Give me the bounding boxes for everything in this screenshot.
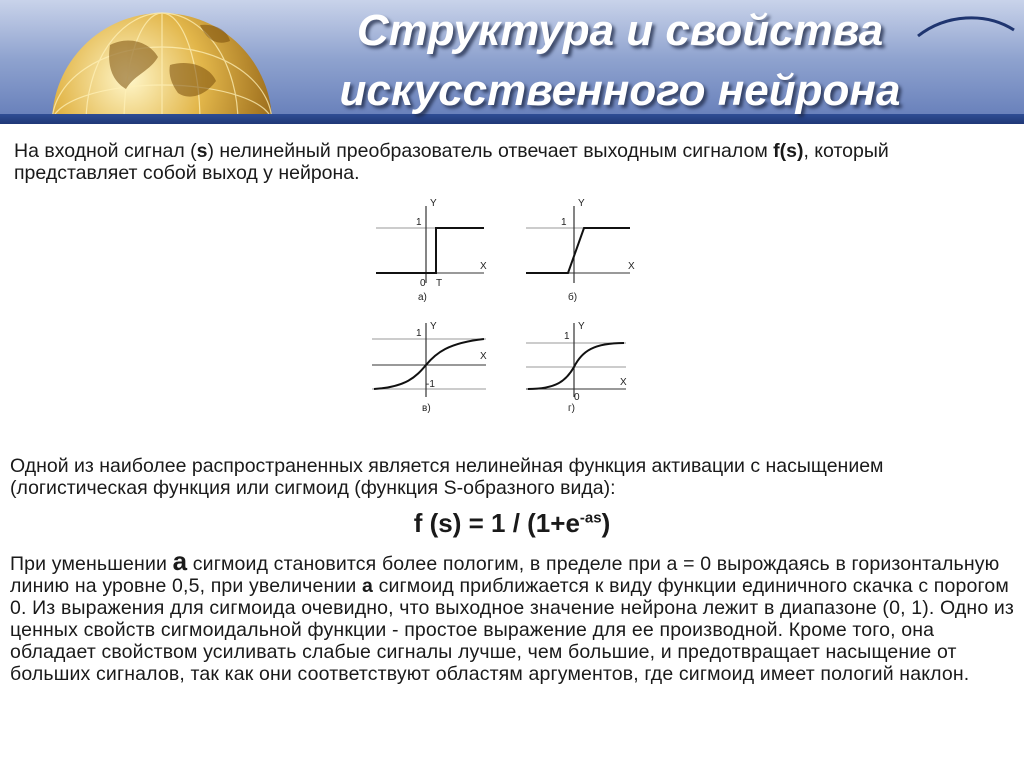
formula-tail: )	[601, 508, 611, 538]
graph-a-y-label: Y	[430, 198, 437, 209]
graph-a-caption: а)	[418, 292, 427, 303]
props-param-a-2: a	[362, 575, 374, 597]
props-text-a1: При уменьшении	[10, 553, 173, 575]
header-stripe-light	[0, 124, 1024, 130]
graph-a-tick-1: 1	[416, 217, 422, 228]
graph-a-tick-0: 0	[420, 278, 426, 289]
slide-header	[0, 0, 1024, 130]
graph-a-x-label: X	[480, 261, 487, 272]
graph-v-tick-minus1: -1	[426, 379, 435, 390]
intro-text-a: На входной сигнал (	[14, 140, 197, 162]
props-text-a3: сигмоид приближается к виду функции единичного скачка с порогом 0. Из выражения для сигмоида очевидно, что выходное значение нейрона лежит в диапазоне (0, 1). Одно из ценных свойств сигмоидальной функции - простое выражение для ее производной. Кроме того, она обладает свойством усиливать слабые сигналы лучше, чем большие, и предотвращает насыщение от больших сигналов, так как они соответствуют областям аргументов, где сигмоид имеет пологий наклон.	[10, 575, 1015, 685]
graph-v-tick-1: 1	[416, 328, 422, 339]
graph-b-y-label: Y	[578, 198, 585, 209]
slide-title-line2: искусственного нейрона	[339, 66, 901, 115]
globe-icon	[50, 5, 280, 130]
formula-main: f (s) = 1 / (1+e	[413, 508, 580, 538]
graph-g-tick-0: 0	[574, 392, 580, 403]
intro-output-fs: f(s)	[773, 140, 804, 162]
slide-title-line1: Структура и свойства	[356, 6, 884, 55]
intro-text-c: , который представляет собой выход у нейрона.	[14, 140, 889, 184]
props-text-a2: сигмоид становится более пологим, в пределе при а = 0 вырождаясь в горизонтальную линию на уровне 0,5, при увеличении	[10, 553, 1000, 597]
intro-text-b: ) нелинейный преобразователь отвечает выходным сигналом	[207, 140, 774, 162]
graph-a-step	[376, 198, 487, 303]
sigmoid-formula	[0, 508, 1024, 539]
intro-signal-s: s	[196, 140, 208, 162]
graph-v-x-label: X	[480, 351, 487, 362]
graph-g-x-label: X	[620, 377, 627, 388]
graph-b-caption: б)	[568, 292, 578, 303]
sigmoid-properties-paragraph	[10, 546, 1015, 685]
intro-paragraph	[14, 140, 1014, 184]
graph-g-caption: г)	[568, 403, 575, 414]
graph-v-y-label: Y	[430, 321, 437, 332]
activation-functions-figure	[350, 193, 660, 423]
formula-exponent: -as	[579, 509, 602, 527]
sigmoid-intro-paragraph: Одной из наиболее распространенных является нелинейная функция активации с насыщением (логистическая функция или сигмоид (функция S-образного вида):	[10, 455, 884, 499]
graph-g-sigmoid-logistic	[526, 321, 627, 414]
graph-b-tick-1: 1	[561, 217, 567, 228]
graph-g-tick-1: 1	[564, 331, 570, 342]
graph-v-sigmoid-symmetric	[372, 321, 487, 414]
graph-b-ramp	[526, 198, 635, 303]
graph-g-y-label: Y	[578, 321, 585, 332]
graph-v-caption: в)	[422, 403, 431, 414]
graph-b-x-label: X	[628, 261, 635, 272]
graph-a-tick-t: T	[436, 278, 443, 289]
props-param-a: a	[172, 546, 188, 576]
